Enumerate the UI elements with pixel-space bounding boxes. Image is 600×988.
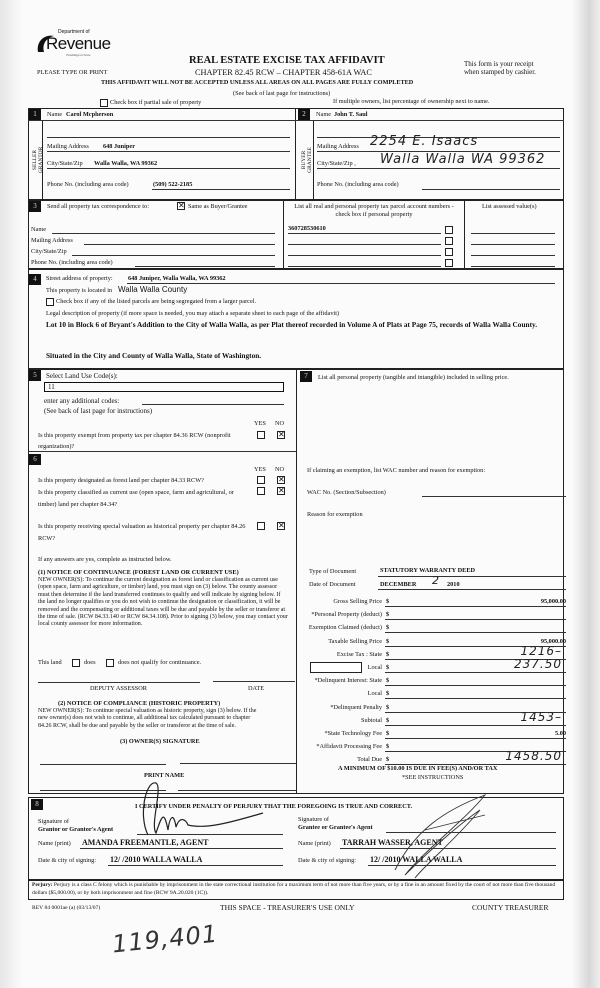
section-number: 4 xyxy=(29,274,41,285)
exemption-label: If claiming an exemption, list WAC number and reason for exemption: xyxy=(307,467,486,474)
tax-row xyxy=(300,609,570,621)
personal-property-checkbox[interactable] xyxy=(445,259,453,267)
phone-label: Phone No. (including area code) xyxy=(31,259,113,266)
tax-row-label: Excise Tax : State xyxy=(336,650,382,658)
parcel-line xyxy=(288,255,441,256)
underline xyxy=(127,283,555,284)
tax-row-label: *State Technology Fee xyxy=(324,730,382,737)
parcel-header: List all real and personal property tax parcel account numbers - check box if personal property xyxy=(294,203,454,218)
name-print-label: Name (print) xyxy=(38,840,71,847)
additional-codes-label: enter any additional codes: xyxy=(44,397,120,405)
tax-row-amount[interactable]: 5.00 xyxy=(554,730,566,737)
this-land-label: This land xyxy=(38,659,62,666)
parcel-line xyxy=(288,266,441,267)
dollar-sign: $ xyxy=(386,730,390,737)
underline xyxy=(47,137,290,138)
tax-row-label: Local xyxy=(367,690,382,698)
dollar-sign: $ xyxy=(386,756,390,764)
handwritten-recording-number: 119,401 xyxy=(110,919,220,959)
name-label: Name xyxy=(47,111,63,118)
segregated-checkbox[interactable] xyxy=(46,298,54,306)
personal-property-label: List all personal property (tangible and intangible) included in selling price. xyxy=(318,374,509,381)
doc-date-month[interactable]: DECEMBER xyxy=(380,581,417,588)
wac-label: WAC No. (Section/Subsection) xyxy=(307,489,386,496)
notice-compliance-title: (2) NOTICE OF COMPLIANCE (HISTORIC PROPERTY) xyxy=(58,700,221,707)
dollar-sign: $ xyxy=(386,664,390,671)
forest-question: Is this property designated as forest land per chapter 84.33 RCW? xyxy=(38,477,204,484)
date-label: DATE xyxy=(248,685,265,692)
name-label: Name xyxy=(316,111,332,118)
grantee-date-city[interactable]: 12/ /2010 WALLA WALLA xyxy=(370,855,463,864)
logo-state: Washington State xyxy=(66,53,91,57)
divider xyxy=(295,108,296,200)
underline xyxy=(340,848,556,849)
exempt-question: Is this property exempt from property tax per chapter 84.36 RCW (nonprofit organization)? xyxy=(38,432,231,450)
amount-line xyxy=(385,619,566,620)
scan-shadow-right xyxy=(572,0,600,988)
scan-shadow-left xyxy=(0,0,22,988)
dollar-sign: $ xyxy=(386,611,390,619)
underline xyxy=(47,168,290,169)
divider xyxy=(313,120,314,200)
dollar-sign: $ xyxy=(386,598,390,605)
divider xyxy=(28,120,564,121)
local-code-input[interactable] xyxy=(310,662,362,673)
tax-row xyxy=(300,596,570,608)
tax-row xyxy=(300,622,570,634)
buyer-grantee-label: BUYER GRANTEE xyxy=(301,147,313,173)
partial-sale-checkbox[interactable] xyxy=(100,99,108,107)
owner-signature-line xyxy=(40,764,166,765)
does-qualify-checkbox[interactable] xyxy=(72,659,80,667)
name-print-label: Name (print) xyxy=(298,840,331,847)
dor-logo xyxy=(32,28,111,62)
grantor-signature[interactable] xyxy=(128,775,268,840)
legal-description[interactable]: Lot 10 in Block 6 of Bryant's Addition to the City of Walla Walla, as per Plat thereof recorded in Volume A of Plats at Page 75, records of Walla Walla County. xyxy=(46,320,538,329)
phone-field-line xyxy=(135,266,275,267)
historic-no-checkbox[interactable]: ✕ xyxy=(278,521,285,530)
sig-label-grantee: Grantee or Grantee's Agent xyxy=(298,824,373,831)
section-number: 3 xyxy=(29,201,41,212)
section-number: 1 xyxy=(29,109,41,120)
amount-line xyxy=(385,738,566,739)
additional-codes-line xyxy=(142,404,284,405)
does-not-label: does not qualify for continuance. xyxy=(118,659,202,666)
section-number: 7 xyxy=(300,371,312,382)
personal-property-checkbox[interactable] xyxy=(445,237,453,245)
segregated-label: Check box if any of the listed parcels are being segregated from a larger parcel. xyxy=(56,298,257,305)
underline xyxy=(152,189,290,190)
see-back-note: (See back of last page for instructions) xyxy=(44,407,153,415)
address-label: Mailing Address xyxy=(317,143,359,150)
wac-field-line xyxy=(422,496,566,497)
logo-name: Revenue xyxy=(46,34,111,53)
minimum-due-note: A MINIMUM OF $10.00 IS DUE IN FEE(S) AND/OR TAX xyxy=(338,765,498,772)
sig-label: Signature of xyxy=(38,818,69,825)
city-label: City/State/Zip , xyxy=(317,160,356,167)
seller-address[interactable]: 648 Juniper xyxy=(103,143,136,150)
sig-label: Signature of xyxy=(298,816,329,823)
tax-row xyxy=(300,675,570,687)
owner-signature-label: (3) OWNER(S) SIGNATURE xyxy=(120,738,200,745)
underline xyxy=(368,865,556,866)
section-number: 6 xyxy=(29,454,41,465)
name-label: Name xyxy=(31,226,47,233)
forest-no-checkbox[interactable]: ✕ xyxy=(278,475,285,484)
no-header: NO xyxy=(275,466,285,473)
underline xyxy=(47,151,290,152)
certify-statement: I CERTIFY UNDER PENALTY OF PERJURY THAT THE FOREGOING IS TRUE AND CORRECT. xyxy=(135,803,413,810)
tax-row-amount[interactable]: 237.50 xyxy=(514,657,562,671)
divider xyxy=(296,369,297,794)
tax-row-label: *Delinquent Interest: State xyxy=(314,677,382,685)
parcel-line xyxy=(288,244,441,245)
county-treasurer-label: COUNTY TREASURER xyxy=(472,903,549,912)
if-yes-note: If any answers are yes, complete as instructed below. xyxy=(38,556,172,563)
underline xyxy=(378,589,566,590)
divider xyxy=(464,200,465,269)
amount-line xyxy=(385,632,566,633)
grantee-signature[interactable] xyxy=(385,790,495,880)
form-chapter: CHAPTER 82.45 RCW – CHAPTER 458-61A WAC xyxy=(195,68,372,77)
doc-date-label: Date of Document xyxy=(309,581,356,588)
see-instructions: *SEE INSTRUCTIONS xyxy=(402,774,464,781)
tax-row-label: *Personal Property (deduct) xyxy=(311,611,382,619)
notice-continuance-body: NEW OWNER(S): To continue the current designation as forest land or classification as current use (open space, farm and agriculture, or timber) land, you must sign on (3) below. The county assessor must then determine if the land transferred continues to qualify and will indicate by signing below. If the land no longer qualifies or you do not wish to continue the designation or classification, it will be removed and the compensating or additional taxes will be due and payable by the seller or transferor at the time of sale. (RCW 84.33.140 or RCW 84.34.108). Prior to signing (3) below, you may contact your local county assessor for more information. xyxy=(38,577,288,628)
does-not-qualify-checkbox[interactable] xyxy=(106,659,114,667)
grantee-print-name[interactable]: TARRAH WASSER, AGENT xyxy=(342,838,443,847)
form-revision: REV 84 0001ae (a) (03/13/07) xyxy=(32,905,101,911)
underline xyxy=(317,168,560,169)
please-type: PLEASE TYPE OR PRINT xyxy=(37,69,108,76)
underline xyxy=(80,848,283,849)
grantor-date-city[interactable]: 12/ /2010 WALLA WALLA xyxy=(110,855,203,864)
divider xyxy=(283,200,284,269)
tax-row-label: Subtotal xyxy=(361,716,382,724)
amount-line xyxy=(385,685,566,686)
address-label: Mailing Address xyxy=(47,143,89,150)
address-field-line xyxy=(84,244,275,245)
land-use-label: Select Land Use Code(s): xyxy=(46,372,118,380)
amount-line xyxy=(385,725,566,726)
send-correspondence-label: Send all property tax correspondence to: xyxy=(47,203,149,210)
does-label: does xyxy=(84,659,96,666)
perjury-text: Perjury is a class C felony which is punishable by imprisonment in the state correctional institution for a maximum term of not more than five years, or by a fine in an amount fixed by the court of not more than five thousand dollars ($5,000.00), or by both imprisonment and fine (RCW 9A.20.020 (1C)). xyxy=(32,882,556,896)
dollar-sign: $ xyxy=(386,677,390,685)
located-label: This property is located in xyxy=(46,287,113,294)
seller-grantor-label: SELLER GRANTOR xyxy=(32,146,44,174)
historic-yes-checkbox[interactable] xyxy=(257,522,265,530)
tax-row-label: Taxable Selling Price xyxy=(328,637,382,645)
tax-row xyxy=(300,709,570,727)
section-number: 8 xyxy=(31,799,43,810)
tax-row xyxy=(300,688,570,700)
seller-phone[interactable]: (509) 522-2185 xyxy=(153,181,193,188)
grantor-print-name[interactable]: AMANDA FREEMANTLE, AGENT xyxy=(82,838,209,847)
date-city-label: Date & city of signing: xyxy=(38,857,97,864)
seller-city[interactable]: Walla Walla, WA 99362 xyxy=(94,160,158,167)
form-title: REAL ESTATE EXCISE TAX AFFIDAVIT xyxy=(189,55,385,66)
assessed-header: List assessed value(s) xyxy=(482,203,537,210)
tax-row-amount[interactable]: 1458.50 xyxy=(505,749,562,764)
deputy-signature-line xyxy=(38,682,200,683)
underline xyxy=(378,576,566,577)
tax-row-amount[interactable]: 95,000.00 xyxy=(540,598,566,605)
assessed-line xyxy=(471,233,555,234)
underline xyxy=(422,189,560,190)
perjury-label: Perjury: xyxy=(32,882,53,888)
tax-row-amount[interactable]: 1216– xyxy=(520,643,562,658)
tax-row-label: Total Due xyxy=(357,756,382,764)
address-label: Mailing Address xyxy=(31,237,73,244)
phone-label: Phone No. (including area code) xyxy=(47,181,129,188)
perjury-notice xyxy=(32,881,562,897)
partial-sale-label: Check box if partial sale of property xyxy=(110,99,202,106)
logo-dept: Department of xyxy=(58,29,90,35)
exempt-no-checkbox[interactable]: ✕ xyxy=(278,430,285,439)
seller-name[interactable]: Carol Mcpherson xyxy=(66,111,114,118)
land-use-code-input[interactable]: 11 xyxy=(44,382,284,392)
assessed-line xyxy=(471,255,555,256)
buyer-address[interactable]: 2254 E. Isaacs xyxy=(370,134,479,149)
assessed-line xyxy=(471,266,555,267)
see-back-note: (See back of last page for instructions) xyxy=(233,90,331,97)
yes-header: YES xyxy=(254,420,266,427)
personal-property-checkbox[interactable] xyxy=(445,248,453,256)
reason-label: Reason for exemption xyxy=(307,511,363,518)
parcel-number[interactable]: 360728530610 xyxy=(288,225,326,232)
tax-row-amount[interactable]: 1453– xyxy=(520,709,562,724)
notice-compliance-body: NEW OWNER(S): To continue special valuation as historic property, sign (3) below. If the new owner(s) does not wish to continue, all additional tax calculated pursuant to chapter 84.26 RCW, shall be due and payable by the seller or transferor at the time of sale. xyxy=(38,708,257,729)
legal-label: Legal description of property (if more space is needed, you may attach a separate sheet to each page of the affidavit) xyxy=(46,310,340,317)
owner-signature-line xyxy=(180,763,296,764)
warning: THIS AFFIDAVIT WILL NOT BE ACCEPTED UNLESS ALL AREAS ON ALL PAGES ARE FULLY COMPLETED xyxy=(101,79,414,86)
tax-row-label: *Affidavit Processing Fee xyxy=(316,743,382,751)
dollar-sign: $ xyxy=(386,716,390,724)
sig-label-grantor: Grantor or Grantor's Agent xyxy=(38,826,114,833)
property-street[interactable]: 648 Juniper, Walla Walla, WA 99362 xyxy=(128,275,226,282)
deputy-assessor-label: DEPUTY ASSESSOR xyxy=(90,685,147,692)
same-as-buyer-label: Same as Buyer/Grantee xyxy=(188,203,248,210)
yes-header: YES xyxy=(254,466,266,473)
doc-date-year[interactable]: 2010 xyxy=(447,581,460,588)
street-label: Street address of property: xyxy=(46,275,113,282)
historic-question: Is this property receiving special valuation as historical property per chapter 84.26 RCW? xyxy=(38,523,246,542)
tax-row-amount[interactable]: 95,000.00 xyxy=(540,637,566,645)
dollar-sign: $ xyxy=(386,703,390,711)
parcel-line xyxy=(288,233,441,234)
forest-yes-checkbox[interactable] xyxy=(257,476,265,484)
exempt-yes-checkbox[interactable] xyxy=(257,431,265,439)
dollar-sign: $ xyxy=(386,650,390,658)
current-use-no-checkbox[interactable]: ✕ xyxy=(278,486,285,495)
property-county[interactable]: Walla Walla County xyxy=(118,285,188,294)
situated-text: Situated in the City and County of Walla Walla, State of Washington. xyxy=(46,351,262,360)
amount-line xyxy=(385,606,566,607)
date-line xyxy=(213,681,295,682)
city-label: City/State/Zip xyxy=(47,160,83,167)
city-label: City/State/Zip xyxy=(31,248,67,255)
current-use-question: Is this property classified as current use (open space, farm and agricultural, or timber) land per chapter 84.34? xyxy=(38,489,234,508)
date-city-label: Date & city of signing: xyxy=(298,857,357,864)
phone-label: Phone No. (including area code) xyxy=(317,181,399,188)
tax-row-label: *Delinquent Penalty xyxy=(330,703,382,711)
personal-property-checkbox[interactable] xyxy=(445,226,453,234)
section-number: 2 xyxy=(298,109,310,120)
amount-line xyxy=(385,698,566,699)
amount-line xyxy=(385,672,566,673)
no-header: NO xyxy=(275,420,285,427)
assessed-line xyxy=(471,244,555,245)
doc-type-value[interactable]: STATUTORY WARRANTY DEED xyxy=(380,567,476,574)
dollar-sign: $ xyxy=(386,743,390,751)
multiple-owners-note: If multiple owners, list percentage of ownership next to name. xyxy=(333,98,490,105)
receipt-note-1: This form is your receipt xyxy=(464,60,534,68)
doc-date-day[interactable]: 2 xyxy=(432,574,440,587)
current-use-yes-checkbox[interactable] xyxy=(257,487,265,495)
buyer-city[interactable]: Walla Walla WA 99362 xyxy=(380,152,546,167)
underline xyxy=(108,865,283,866)
tax-row-label: Local xyxy=(367,664,382,671)
same-as-buyer-checkbox[interactable]: ✕ xyxy=(178,201,185,210)
tax-row-label: Gross Selling Price xyxy=(333,598,382,605)
name-field-line xyxy=(52,233,275,234)
dollar-sign: $ xyxy=(386,690,390,698)
section-number: 5 xyxy=(29,370,41,381)
treasurer-space-label: THIS SPACE - TREASURER'S USE ONLY xyxy=(220,903,355,912)
doc-type-label: Type of Document xyxy=(309,568,357,575)
notice-continuance-title: (1) NOTICE OF CONTINUANCE (FOREST LAND OR CURRENT USE) xyxy=(38,569,239,576)
receipt-note-2: when stamped by cashier. xyxy=(464,68,536,76)
tax-row xyxy=(300,728,570,740)
dollar-sign: $ xyxy=(386,637,390,645)
city-field-line xyxy=(72,255,275,256)
dollar-sign: $ xyxy=(386,624,390,632)
tax-row-label: Exemption Claimed (deduct) xyxy=(308,624,382,632)
print-name-label: PRINT NAME xyxy=(144,772,185,779)
buyer-name[interactable]: John T. Saul xyxy=(334,111,368,118)
